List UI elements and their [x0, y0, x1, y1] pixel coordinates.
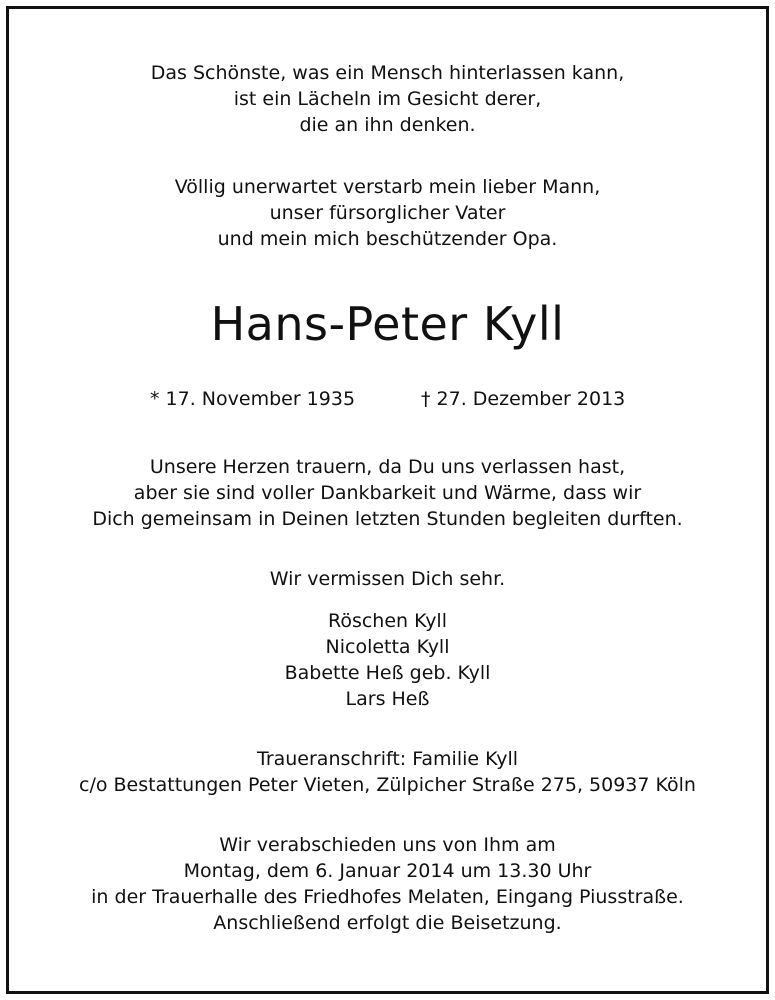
tribute-line: Unsere Herzen trauern, da Du uns verlassen hast,: [149, 456, 626, 478]
motto-line: ist ein Lächeln im Gesicht derer,: [233, 88, 542, 110]
mourner-name: Lars Heß: [345, 688, 430, 710]
announcement-line: unser fürsorglicher Vater: [269, 202, 506, 224]
funeral-line: Montag, dem 6. Januar 2014 um 13.30 Uhr: [183, 860, 592, 882]
funeral-line: Anschließend erfolgt die Beisetzung.: [213, 912, 562, 934]
mourner-name: Röschen Kyll: [327, 610, 447, 632]
mourners-block: [0, 608, 775, 712]
motto-block: [0, 60, 775, 138]
address-block: [0, 746, 775, 798]
announcement-block: [0, 174, 775, 252]
miss-you-block: [0, 566, 775, 592]
funeral-line: Wir verabschieden uns von Ihm am: [219, 834, 556, 856]
tribute-line: Dich gemeinsam in Deinen letzten Stunden begleiten durften.: [92, 508, 683, 530]
motto-line: Das Schönste, was ein Mensch hinterlassen kann,: [150, 62, 625, 84]
mourner-name: Babette Heß geb. Kyll: [284, 662, 491, 684]
address-line: c/o Bestattungen Peter Vieten, Zülpicher Straße 275, 50937 Köln: [79, 774, 696, 796]
announcement-line: Völlig unerwartet verstarb mein lieber Mann,: [174, 176, 601, 198]
death-date: † 27. Dezember 2013: [421, 388, 626, 410]
birth-date: * 17. November 1935: [150, 388, 356, 410]
name-block: [0, 296, 775, 352]
life-dates: [0, 386, 775, 412]
funeral-line: in der Trauerhalle des Friedhofes Melaten, Eingang Piusstraße.: [91, 886, 684, 908]
mourner-name: Nicoletta Kyll: [325, 636, 450, 658]
miss-you-text: Wir vermissen Dich sehr.: [269, 568, 506, 590]
announcement-line: und mein mich beschützender Opa.: [217, 228, 558, 250]
funeral-block: [0, 832, 775, 936]
motto-line: die an ihn denken.: [299, 114, 476, 136]
tribute-line: aber sie sind voller Dankbarkeit und Wärme, dass wir: [133, 482, 642, 504]
deceased-name: Hans-Peter Kyll: [210, 297, 565, 351]
tribute-block: [0, 454, 775, 532]
address-line: Traueranschrift: Familie Kyll: [257, 748, 518, 770]
